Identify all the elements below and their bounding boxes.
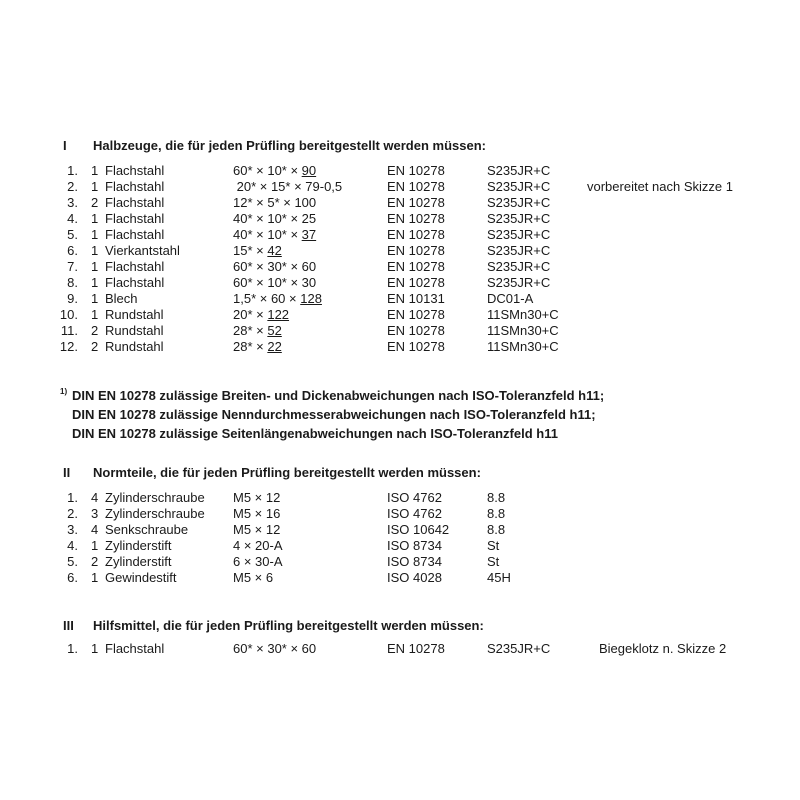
item-number: 5. [67,554,78,569]
table-row [0,522,800,538]
section-hilfsmittel [0,618,800,657]
item-name: Flachstahl [105,163,165,178]
normteile-list [0,490,800,586]
item-standard: ISO 8734 [387,554,442,569]
dimension-length-underlined: 52 [267,323,282,338]
item-standard: EN 10278 [387,259,445,274]
item-quantity: 1 [91,641,99,656]
item-standard: EN 10278 [387,275,445,290]
item-number: 3. [67,522,78,537]
table-row [0,211,800,227]
section-number: II [63,465,71,480]
item-dimensions [233,227,316,243]
item-dimensions: M5 × 16 [233,506,281,521]
item-material: S235JR+C [487,179,551,194]
item-dimensions [233,339,282,355]
item-name: Flachstahl [105,641,165,656]
item-number: 4. [67,538,78,553]
footnote [0,386,800,443]
dimension-text: 60* × 30* × 60 [233,259,317,274]
footnote-marker: 1) [60,387,68,396]
table-row [0,259,800,275]
item-material: 8.8 [487,522,506,537]
table-row [0,307,800,323]
section-heading [0,618,800,638]
item-number: 6. [67,243,78,258]
dimension-text: 60* × 10* × 30 [233,275,317,290]
item-material: 11SMn30+C [487,339,559,354]
item-material: S235JR+C [487,211,551,226]
item-standard: EN 10278 [387,641,445,656]
item-dimensions: 6 × 30-A [233,554,283,569]
item-number: 2. [67,506,78,521]
item-dimensions [233,259,316,275]
item-number: 6. [67,570,78,585]
table-row [0,179,800,195]
item-dimensions: M5 × 12 [233,522,281,537]
item-quantity: 1 [91,243,99,258]
item-name: Rundstahl [105,339,164,354]
item-name: Zylinderstift [105,538,172,553]
item-dimensions: M5 × 6 [233,570,274,585]
item-standard: EN 10278 [387,211,445,226]
item-material: S235JR+C [487,641,551,656]
item-dimensions [233,323,282,339]
item-dimensions [233,179,342,195]
dimension-length-underlined: 90 [301,163,317,178]
table-row [0,291,800,307]
item-material: S235JR+C [487,163,551,178]
dimension-text: 28* × [233,339,268,354]
halbzeuge-list [0,163,800,355]
item-dimensions: 60* × 30* × 60 [233,641,317,656]
table-row [0,163,800,179]
item-dimensions [233,163,316,179]
item-material: S235JR+C [487,275,551,290]
item-name: Blech [105,291,138,306]
table-row [0,339,800,355]
item-material: St [487,554,500,569]
item-number: 1. [67,163,78,178]
dimension-text: 40* × 10* × [233,227,302,242]
item-dimensions [233,291,322,307]
section-halbzeuge [0,138,800,355]
footnote-line [0,424,800,443]
item-quantity: 2 [91,195,99,210]
item-number: 4. [67,211,78,226]
item-material: 11SMn30+C [487,307,559,322]
item-standard: EN 10278 [387,339,445,354]
item-standard: EN 10278 [387,227,445,242]
item-dimensions [233,307,289,323]
item-standard: EN 10278 [387,323,445,338]
item-name: Flachstahl [105,179,165,194]
item-quantity: 1 [91,163,99,178]
item-quantity: 1 [91,307,99,322]
item-standard: ISO 4762 [387,506,442,521]
item-quantity: 2 [91,554,99,569]
item-number: 1. [67,490,78,505]
dimension-text: 20* × 15* × 79-0,5 [233,179,343,194]
item-material: 11SMn30+C [487,323,559,338]
item-name: Flachstahl [105,195,165,210]
item-standard: EN 10278 [387,243,445,258]
item-quantity: 1 [91,275,99,290]
table-row [0,554,800,570]
item-name: Gewindestift [105,570,177,585]
footnote-text: DIN EN 10278 zulässige Breiten- und Dickenabweichungen nach ISO-Toleranzfeld h11; [72,388,605,403]
section-title: Halbzeuge, die für jeden Prüfling bereitgestellt werden müssen: [93,138,486,153]
item-standard: ISO 10642 [387,522,450,537]
table-row [0,195,800,211]
table-row [0,570,800,586]
item-number: 7. [67,259,78,274]
table-row [0,506,800,522]
footnote-text: DIN EN 10278 zulässige Nenndurchmesserabweichungen nach ISO-Toleranzfeld h11; [72,407,596,422]
item-quantity: 1 [91,291,99,306]
dimension-text: 28* × [233,323,268,338]
item-number: 11. [60,323,78,338]
table-row [0,538,800,554]
item-material: S235JR+C [487,227,551,242]
item-number: 2. [67,179,78,194]
section-normteile [0,465,800,586]
item-number: 1. [67,641,78,656]
item-number: 9. [67,291,78,306]
item-quantity: 1 [91,259,99,274]
item-material: DC01-A [487,291,534,306]
dimension-text: 12* × 5* × 100 [233,195,317,210]
item-standard: EN 10278 [387,195,445,210]
item-quantity: 1 [91,227,99,242]
dimension-length-underlined: 122 [267,307,290,322]
item-name: Flachstahl [105,275,165,290]
footnote-text: DIN EN 10278 zulässige Seitenlängenabweichungen nach ISO-Toleranzfeld h11 [72,426,558,441]
item-standard: ISO 4028 [387,570,442,585]
dimension-text: 1,5* × 60 × [233,291,301,306]
item-material: S235JR+C [487,243,551,258]
item-quantity: 1 [91,211,99,226]
section-title: Hilfsmittel, die für jeden Prüfling bereitgestellt werden müssen: [93,618,484,633]
item-dimensions [233,195,316,211]
item-name: Flachstahl [105,227,165,242]
item-name: Senkschraube [105,522,189,537]
dimension-length-underlined: 22 [267,339,282,354]
section-heading [0,465,800,485]
item-number: 8. [67,275,78,290]
dimension-length-underlined: 128 [300,291,322,306]
item-standard: EN 10278 [387,307,445,322]
item-name: Zylinderstift [105,554,172,569]
footnote-line [0,386,800,405]
item-name: Rundstahl [105,307,164,322]
dimension-length-underlined: 42 [267,243,282,258]
item-dimensions [233,275,316,291]
table-row [0,490,800,506]
item-dimensions: M5 × 12 [233,490,281,505]
dimension-text: 20* × [233,307,268,322]
dimension-length-underlined: 37 [301,227,317,242]
section-heading [0,138,800,158]
item-standard: EN 10278 [387,179,445,194]
item-name: Flachstahl [105,211,165,226]
table-row [0,275,800,291]
item-quantity: 3 [91,506,99,521]
item-quantity: 4 [91,490,99,505]
item-quantity: 1 [91,570,99,585]
item-note: vorbereitet nach Skizze 1 [587,179,733,194]
item-name: Flachstahl [105,259,165,274]
item-material: S235JR+C [487,195,551,210]
dimension-text: 60* × 10* × [233,163,302,178]
item-standard: ISO 8734 [387,538,442,553]
item-material: S235JR+C [487,259,551,274]
item-name: Rundstahl [105,323,164,338]
item-number: 10. [59,307,78,322]
dimension-text: 15* × [233,243,268,258]
hilfsmittel-list [0,641,800,657]
footnote-line [0,405,800,424]
item-material: 45H [487,570,511,585]
item-dimensions [233,211,316,227]
dimension-text: 40* × 10* × 25 [233,211,317,226]
item-note: Biegeklotz n. Skizze 2 [599,641,727,656]
item-number: 3. [67,195,78,210]
table-row [0,227,800,243]
item-dimensions: 4 × 20-A [233,538,283,553]
item-standard: ISO 4762 [387,490,442,505]
item-name: Vierkantstahl [105,243,180,258]
item-name: Zylinderschraube [105,506,205,521]
item-standard: EN 10131 [387,291,445,306]
table-row [0,323,800,339]
item-quantity: 1 [91,538,99,553]
item-standard: EN 10278 [387,163,445,178]
table-row [0,641,800,657]
item-number: 12. [59,339,78,354]
item-name: Zylinderschraube [105,490,205,505]
item-material: St [487,538,500,553]
section-number: III [63,618,74,633]
item-quantity: 2 [91,339,99,354]
item-dimensions [233,243,282,259]
item-material: 8.8 [487,490,506,505]
item-quantity: 2 [91,323,99,338]
table-row [0,243,800,259]
section-number: I [63,138,67,153]
item-number: 5. [67,227,78,242]
item-quantity: 1 [91,179,99,194]
section-title: Normteile, die für jeden Prüfling bereitgestellt werden müssen: [93,465,481,480]
item-material: 8.8 [487,506,506,521]
item-quantity: 4 [91,522,99,537]
